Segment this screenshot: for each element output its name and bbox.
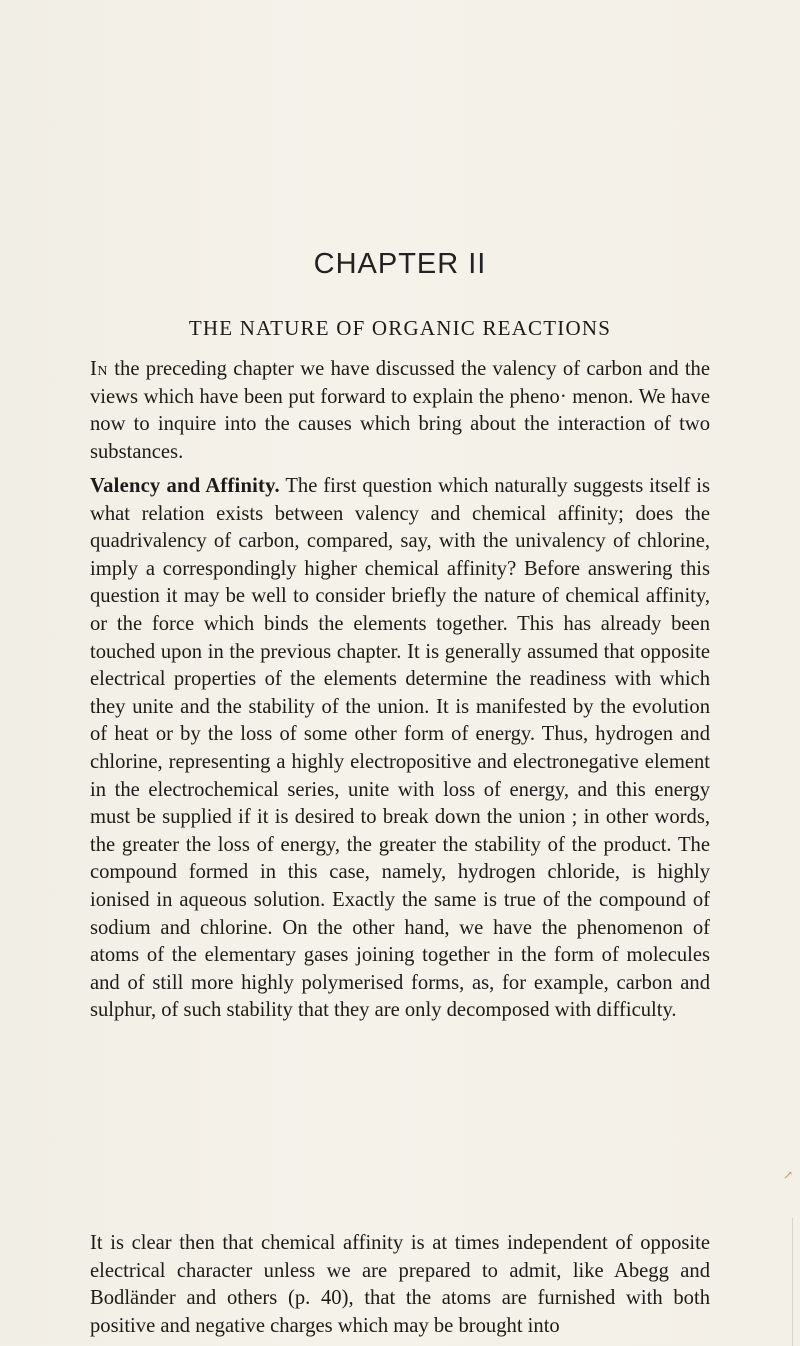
conclusion-paragraph [90,1230,710,1340]
page-edge-line [792,1218,793,1346]
intro-text [90,356,710,466]
section-title: THE NATURE OF ORGANIC REACTIONS [188,316,612,340]
chapter-heading: CHAPTER II [313,248,487,280]
conclusion-text: It is clear then that chemical affinity is at times independent of opposite electrical character unless we are prepared to admit, like Abegg and Bodländer and others (p. 40), that the atoms are furnished with both positive and negative charges which may be brought into [90,1232,710,1337]
dropcap-word: In [90,358,108,380]
intro-body: the preceding chapter we have discussed the valency of carbon and the views which have been put forward to explain the pheno· menon. We have now to inquire into the causes which bring about the interaction of two substances. [90,358,710,463]
valency-affinity-paragraph [90,473,710,1025]
affinity-body: The first question which naturally suggests itself is what relation exists between valency and chemical affinity; does the quadrivalency of carbon, compared, say, with the univalency of chlorine, imply a correspondingly higher chemical affinity? Before answering this question it may be well to consider briefly the nature of chemical affinity, or the force which binds the elements together. This has already been touched upon in the previous chapter. It is generally assumed that opposite electrical properties of the elements determine the readiness with which they unite and the stability of the union. It is manifested by the evolution of heat or by the loss of some other form of energy. Thus, hydrogen and chlorine, representing a highly electropositive and electronegative element in the electrochemical series, unite with loss of energy, and this energy must be supplied if it is desired to break down the union ; in other words, the greater the loss of energy, the greater the stability of the product. The compound formed in this case, namely, hydrogen chloride, is highly ionised in aqueous solution. Exactly the same is true of the compound of sodium and chlorine. On the other hand, we have the phenomenon of atoms of the elementary gases joining together in the form of molecules and of still more highly polymerised forms, as, for example, carbon and sulphur, of such stability that they are only decomposed with difficulty. [90,475,710,1022]
affinity-text [90,473,710,1025]
paragraph-lead: Valency and Affinity. [90,475,280,497]
edge-mark-icon: ↗ [783,1168,794,1182]
intro-paragraph [90,356,710,466]
